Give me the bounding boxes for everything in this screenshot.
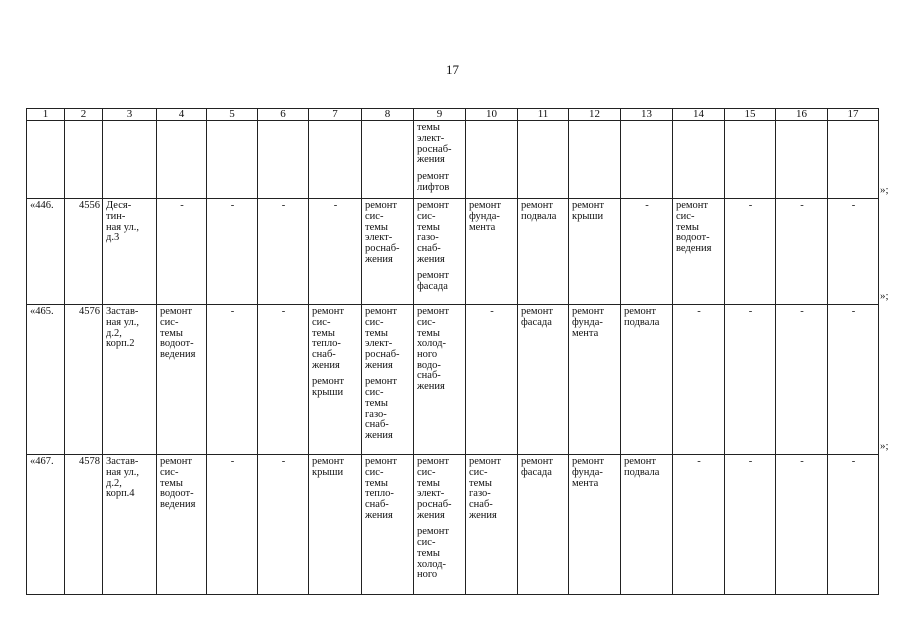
table-cell: [569, 455, 621, 595]
table-cell: [207, 455, 258, 595]
table-cell: [258, 199, 309, 305]
cell-text: -: [800, 306, 804, 318]
table-cell: [518, 305, 569, 455]
column-header: 9: [414, 109, 466, 121]
column-header: 3: [103, 109, 157, 121]
table-row: [27, 455, 879, 595]
cell-text: -: [800, 456, 804, 468]
table-cell: [414, 199, 466, 305]
cell-text: ремонт подвала: [624, 456, 660, 478]
column-header: 1: [27, 109, 65, 121]
column-header: 5: [207, 109, 258, 121]
repair-schedule-table: [26, 108, 879, 595]
table-cell: [621, 305, 673, 455]
cell-text: -: [490, 306, 494, 318]
cell-text: ремонт фунда- мента: [469, 200, 502, 233]
table-cell: [776, 121, 828, 199]
cell-text: ремонт подвала: [521, 200, 557, 222]
cell-text: -: [230, 200, 235, 212]
cell-text: -: [281, 306, 286, 318]
row-closer: »;: [880, 290, 889, 302]
cell-text: ремонт сис- темы водоот- ведения: [160, 456, 196, 511]
table-cell: [258, 305, 309, 455]
column-header: 17: [828, 109, 879, 121]
building-code: 4576: [65, 305, 103, 455]
cell-text: -: [748, 306, 753, 318]
column-header: 2: [65, 109, 103, 121]
cell-text: ремонт сис- темы тепло- снаб- жения: [365, 456, 398, 521]
table-cell: [673, 305, 725, 455]
row-closer: »;: [880, 440, 889, 452]
cell-text: ремонт сис- темы холод- ного водо- снаб- жения: [417, 306, 450, 393]
building-address: Застав- ная ул., д.2, корп.2: [103, 305, 157, 455]
cell-text: ремонт крыши: [312, 376, 345, 399]
table-cell: [362, 305, 414, 455]
table-cell: [725, 455, 776, 595]
column-header: 13: [621, 109, 673, 121]
table-cell: [725, 199, 776, 305]
table-cell: [673, 199, 725, 305]
table-cell: [569, 199, 621, 305]
cell-text: ремонт сис- темы элект- роснаб- жения: [365, 306, 400, 371]
row-number: «467.: [27, 455, 65, 595]
table-cell: [414, 121, 466, 199]
building-address: Деся- тин- ная ул., д.3: [103, 199, 157, 305]
table-cell: [362, 121, 414, 199]
table-cell: [207, 199, 258, 305]
table-cell: [65, 121, 103, 199]
column-header: 4: [157, 109, 207, 121]
cell-text: ремонт крыши: [312, 456, 345, 478]
table-cell: [157, 305, 207, 455]
table-cell: [258, 121, 309, 199]
table-cell: [466, 199, 518, 305]
table-cell: [828, 305, 879, 455]
cell-text: темы элект- роснаб- жения: [417, 122, 452, 166]
table-cell: [828, 199, 879, 305]
table-cell: [207, 305, 258, 455]
table-cell: [309, 121, 362, 199]
cell-text: -: [748, 200, 753, 212]
cell-text: -: [281, 456, 286, 468]
cell-text: ремонт сис- темы элект- роснаб- жения: [365, 200, 400, 265]
table-cell: [621, 121, 673, 199]
cell-text: ремонт фасада: [521, 456, 554, 478]
column-header: 10: [466, 109, 518, 121]
cell-text: -: [697, 456, 701, 468]
table-cell: [569, 121, 621, 199]
table-cell: [621, 199, 673, 305]
table-cell: [27, 121, 65, 199]
cell-text: -: [851, 200, 856, 212]
cell-text: -: [851, 306, 856, 318]
header-row: [27, 109, 879, 121]
table-cell: [362, 455, 414, 595]
table-cell: [621, 455, 673, 595]
cell-text: ремонт лифтов: [417, 171, 450, 193]
column-header: 12: [569, 109, 621, 121]
table-cell: [309, 199, 362, 305]
table-row: [27, 305, 879, 455]
table-cell: [776, 199, 828, 305]
cell-text: ремонт фунда- мента: [572, 306, 605, 339]
cell-text: -: [800, 200, 804, 212]
table-cell: [518, 199, 569, 305]
cell-text: ремонт сис- темы газо- снаб- жения: [365, 376, 398, 441]
table-cell: [776, 455, 828, 595]
column-header: 8: [362, 109, 414, 121]
table-cell: [414, 305, 466, 455]
table-cell: [466, 455, 518, 595]
cell-text: ремонт сис- темы элект- роснаб- жения: [417, 456, 452, 521]
column-header: 11: [518, 109, 569, 121]
cell-text: ремонт сис- темы газо- снаб- жения: [417, 200, 450, 265]
building-code: 4578: [65, 455, 103, 595]
row-closer: »;: [880, 184, 889, 196]
column-header: 15: [725, 109, 776, 121]
table-cell: [466, 121, 518, 199]
table-row: [27, 199, 879, 305]
table-cell: [309, 305, 362, 455]
table-cell: [207, 121, 258, 199]
table-cell: [157, 199, 207, 305]
continuation-row: [27, 121, 879, 199]
cell-text: -: [748, 456, 753, 468]
table-cell: [466, 305, 518, 455]
cell-text: ремонт фунда- мента: [572, 456, 605, 489]
row-number: «446.: [27, 199, 65, 305]
cell-text: ремонт фасада: [417, 270, 450, 293]
table-cell: [569, 305, 621, 455]
row-number: «465.: [27, 305, 65, 455]
cell-text: ремонт сис- темы холод- ного: [417, 526, 450, 581]
column-header: 7: [309, 109, 362, 121]
building-address: Застав- ная ул., д.2, корп.4: [103, 455, 157, 595]
cell-text: ремонт сис- темы газо- снаб- жения: [469, 456, 502, 521]
cell-text: ремонт фасада: [521, 306, 554, 328]
table-cell: [258, 455, 309, 595]
cell-text: ремонт подвала: [624, 306, 660, 328]
table-cell: [157, 455, 207, 595]
table-cell: [414, 455, 466, 595]
table-cell: [673, 455, 725, 595]
table-cell: [157, 121, 207, 199]
cell-text: -: [697, 306, 701, 318]
table-cell: [828, 121, 879, 199]
cell-text: -: [230, 456, 235, 468]
table-cell: [309, 455, 362, 595]
cell-text: -: [851, 456, 856, 468]
table-cell: [725, 121, 776, 199]
cell-text: -: [230, 306, 235, 318]
cell-text: -: [645, 200, 649, 212]
column-header: 16: [776, 109, 828, 121]
cell-text: ремонт крыши: [572, 200, 605, 222]
cell-text: -: [333, 200, 338, 212]
cell-text: -: [180, 200, 184, 212]
cell-text: ремонт сис- темы тепло- снаб- жения: [312, 306, 345, 371]
cell-text: ремонт сис- темы водоот- ведения: [160, 306, 196, 361]
page-number: 17: [446, 62, 459, 77]
column-header: 6: [258, 109, 309, 121]
table-cell: [725, 305, 776, 455]
table-cell: [103, 121, 157, 199]
cell-text: ремонт сис- темы водоот- ведения: [676, 200, 712, 255]
table-cell: [673, 121, 725, 199]
table-cell: [776, 305, 828, 455]
table-cell: [828, 455, 879, 595]
table-cell: [518, 455, 569, 595]
building-code: 4556: [65, 199, 103, 305]
column-header: 14: [673, 109, 725, 121]
table-cell: [518, 121, 569, 199]
table-cell: [362, 199, 414, 305]
cell-text: -: [281, 200, 286, 212]
